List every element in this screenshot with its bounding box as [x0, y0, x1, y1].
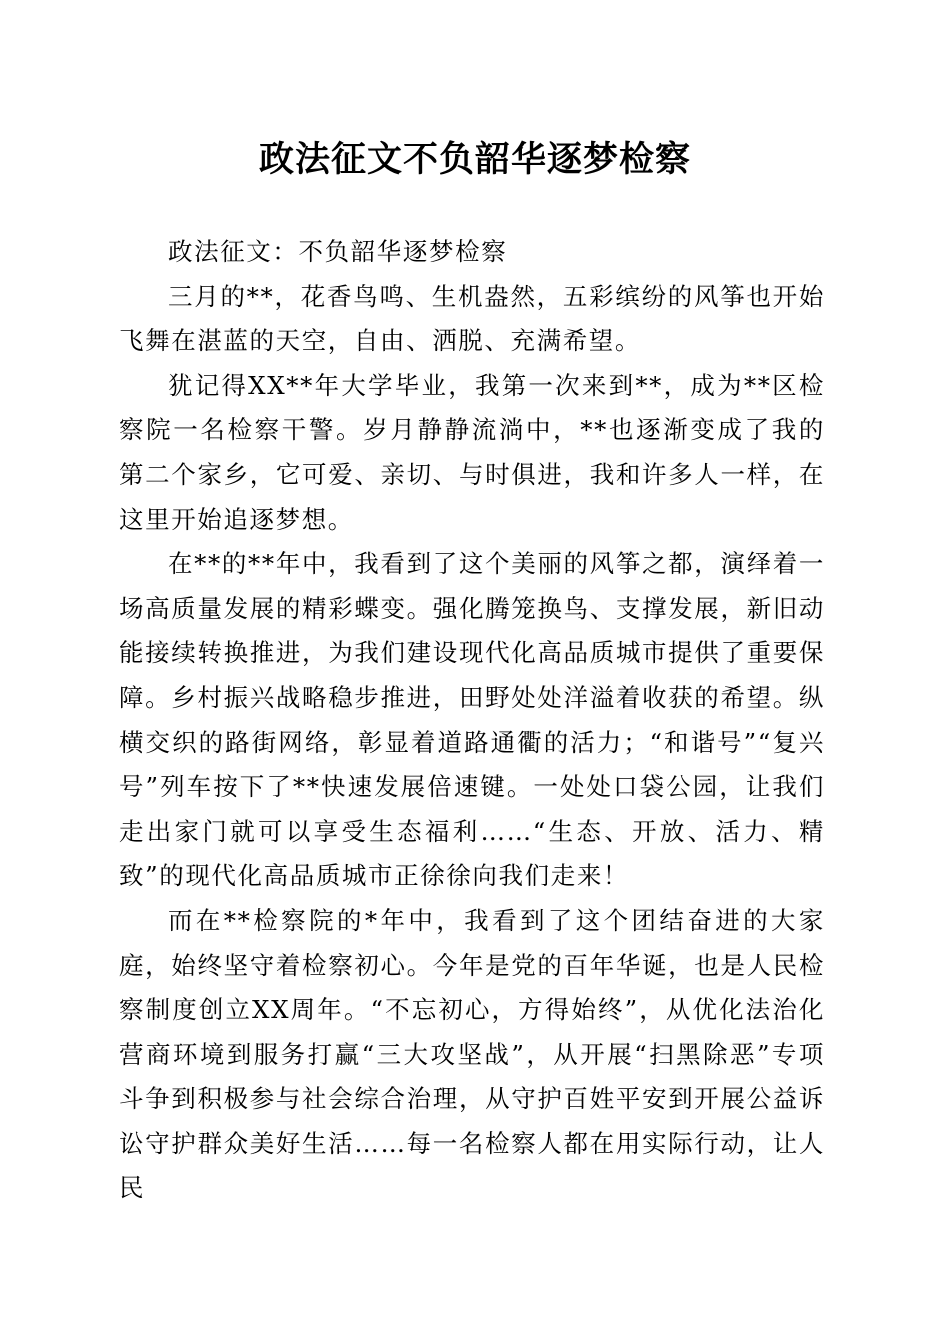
paragraph-subtitle: 政法征文：不负韶华逐梦检察	[168, 237, 508, 266]
paragraph: 而在**检察院的*年中，我看到了这个团结奋进的大家庭，始终坚守着检察初心。今年是党的百年华诞，也是人民检察制度创立XX周年。“不忘初心，方得始终”，从优化法治化营商环境到服务打赢“三大攻坚战”，从开展“扫黑除恶”专项斗争到积极参与社会综合治理，从守护百姓平安到开展公益诉讼守护群众美好生活……每一名检察人都在用实际行动，让人民	[119, 905, 825, 1203]
paragraph: 在**的**年中，我看到了这个美丽的风筝之都，演绎着一场高质量发展的精彩蝶变。强化腾笼换鸟、支撑发展，新旧动能接续转换推进，为我们建设现代化高品质城市提供了重要保障。乡村振兴战略稳步推进，田野处处洋溢着收获的希望。纵横交织的路街网络，彰显着道路通衢的活力；“和谐号”“复兴号”列车按下了**快速发展倍速键。一处处口袋公园，让我们走出家门就可以享受生态福利……“生态、开放、活力、精致”的现代化高品质城市正徐徐向我们走来！	[119, 549, 825, 891]
paragraph: 犹记得XX**年大学毕业，我第一次来到**，成为**区检察院一名检察干警。岁月静静流淌中，**也逐渐变成了我的第二个家乡，它可爱、亲切、与时俱进，我和许多人一样，在这里开始追逐梦想。	[119, 370, 825, 534]
paragraph: 三月的**，花香鸟鸣、生机盎然，五彩缤纷的风筝也开始飞舞在湛蓝的天空，自由、洒脱、充满希望。	[119, 281, 825, 356]
document-body	[119, 230, 825, 1211]
document-title: 政法征文不负韶华逐梦检察	[258, 139, 691, 180]
